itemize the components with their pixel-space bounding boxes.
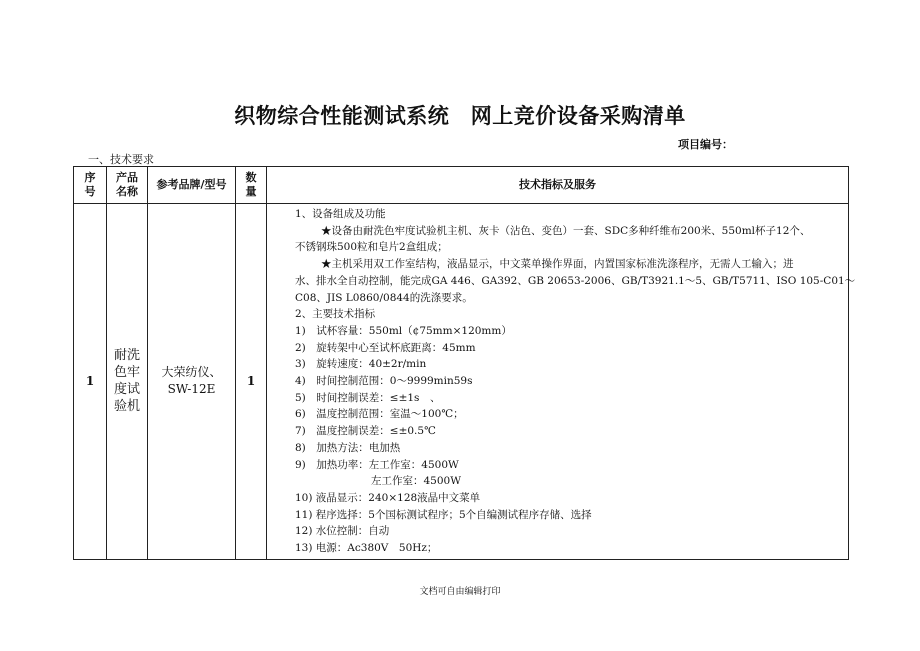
spec-line: 8) 加热方法：电加热 (295, 441, 401, 454)
spec-line: 9) 加热功率：左工作室：4500W (295, 458, 459, 471)
row-product-text: 耐洗 色牢 度试 验机 (113, 348, 140, 415)
spec-line: 4) 时间控制范围：0～9999min59s (295, 375, 473, 388)
row-spec (267, 204, 856, 560)
table-header-row (74, 167, 849, 204)
spec-line: C08、JIS L0860/0844的洗涤要求。 (295, 291, 473, 304)
header-qty-text: 数 量 (245, 171, 257, 198)
document-title: 织物综合性能测试系统 网上竞价设备采购清单 (234, 104, 686, 128)
procurement-table (73, 166, 856, 560)
spec-line: 2、主要技术指标 (295, 308, 376, 321)
project-number-label: 项目编号： (678, 138, 733, 151)
row-brand-text: 大荣纺仪、 SW-12E (161, 365, 222, 397)
footer-note: 文档可自由编辑打印 (419, 587, 501, 597)
spec-line: 1) 试杯容量：550ml（¢75mm×120mm） (295, 324, 512, 337)
spec-line: 水、排水全自动控制，能完成GA 446、GA392、GB 20653-2006、GB/T3921.1～5、GB/T5711、ISO 105-C01～ (295, 274, 856, 287)
header-brand: 参考品牌/型号 (148, 167, 236, 204)
header-seq (74, 167, 107, 204)
spec-line: 11) 程序选择：5个国标测试程序；5个自编测试程序存储、选择 (295, 508, 592, 521)
row-brand (148, 204, 236, 560)
row-qty: 1 (236, 204, 267, 560)
header-product-text: 产品 名称 (116, 171, 138, 198)
spec-line: 左工作室：4500W (371, 475, 462, 488)
spec-line: 12) 水位控制：自动 (295, 525, 390, 538)
spec-line: 6) 温度控制范围：室温～100℃； (295, 408, 464, 421)
spec-line: 10) 液晶显示：240×128液晶中文菜单 (295, 491, 481, 504)
spec-line: ★主机采用双工作室结构，液晶显示，中文菜单操作界面，内置国家标准洗涤程序，无需人工输入；进 (321, 258, 794, 271)
header-spec: 技术指标及服务 (267, 167, 849, 204)
header-product (107, 167, 148, 204)
spec-line: 1、设备组成及功能 (295, 208, 386, 220)
spec-line: 不锈钢珠500粒和皂片2盒组成； (295, 241, 448, 254)
spec-line: 7) 温度控制误差：≤±0.5℃ (295, 425, 436, 438)
table-row (74, 204, 849, 560)
spec-line: 3) 旋转速度：40±2r/min (295, 358, 427, 371)
header-seq-text: 序 号 (84, 171, 96, 198)
header-qty (236, 167, 267, 204)
row-product (107, 204, 148, 560)
section-heading: 一、技术要求 (88, 153, 154, 166)
spec-line: 5) 时间控制误差：≤±1s 、 (295, 391, 441, 404)
spec-line: ★设备由耐洗色牢度试验机主机、灰卡（沾色、变色）一套、SDC多种纤维布200米、550ml杯子12个、 (321, 224, 811, 237)
spec-line: 13) 电源：Ac380V 50Hz； (295, 542, 438, 555)
row-seq: 1 (74, 204, 107, 560)
spec-line: 2) 旋转架中心至试杯底距离：45mm (295, 341, 476, 354)
